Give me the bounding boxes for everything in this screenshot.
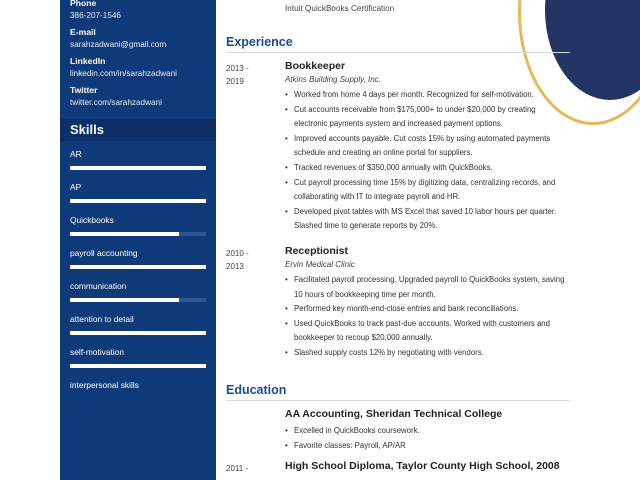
job-bullets [285, 88, 570, 234]
skill-level-bar [70, 364, 206, 368]
education-dates: 2011 - [226, 464, 249, 473]
skill-item [60, 339, 216, 372]
education-title: High School Diploma, Taylor County High School, 2008 [285, 460, 560, 472]
skill-name: attention to detail [70, 314, 134, 324]
skill-name: self-motivation [70, 347, 124, 357]
skill-level-bar [70, 265, 206, 269]
skill-level-fill [70, 232, 179, 236]
education-title: AA Accounting, Sheridan Technical College [285, 408, 503, 420]
email-label: E-mail [70, 27, 96, 37]
email-value[interactable]: sarahzadwani@gmail.com [70, 40, 167, 49]
skill-level-fill [70, 298, 179, 302]
skill-level-fill [70, 331, 206, 335]
skill-name: communication [70, 281, 127, 291]
skill-name: interpersonal skills [70, 380, 139, 390]
job-bullet: • Cut accounts receivable from $175,000+ to under $20,000 by creating electronic payments system and increased payment options. [285, 103, 570, 132]
job-bullet: • Tracked revenues of $350,000 annually with QuickBooks. [285, 161, 570, 176]
job-body [285, 60, 570, 234]
skill-item [60, 141, 216, 174]
job-bullet: • Cut payroll processing time 15% by digitizing data, centralizing records, and collaborating with IT to integrate payroll and HR. [285, 176, 570, 205]
skill-item [60, 372, 216, 405]
job-bullet: • Improved accounts payable. Cut costs 15% by using automated payments schedule and creating an online portal for suppliers. [285, 132, 570, 161]
education-bullets [285, 424, 570, 453]
experience-divider [226, 52, 570, 53]
skill-level-fill [70, 166, 206, 170]
twitter-value[interactable]: twitter.com/sarahzadwani [70, 98, 162, 107]
skill-item [60, 174, 216, 207]
skill-name: AP [70, 182, 82, 192]
education-bullet: • Favorite classes: Payroll, AP/AR [285, 439, 570, 454]
job-bullet: • Worked from home 4 days per month. Recognized for self-motivation. [285, 88, 570, 103]
education-body [285, 408, 570, 453]
skill-level-bar [70, 232, 206, 236]
contact-section [60, 0, 216, 107]
job-employer: Atkins Building Supply, Inc. [285, 75, 381, 84]
certification-text: Intuit QuickBooks Certification [285, 4, 395, 13]
education-bullet: • Excelled in QuickBooks coursework. [285, 424, 570, 439]
skill-level-bar [70, 199, 206, 203]
education-divider [226, 400, 570, 401]
job-employer: Ervin Medical Clinic [285, 260, 355, 269]
skills-heading: Skills [60, 119, 216, 141]
experience-heading: Experience [226, 35, 293, 49]
job-bullet: • Used QuickBooks to track past-due accounts. Worked with customers and bookkeeper to recoup $20,000 annually. [285, 317, 570, 346]
twitter-label: Twitter [70, 85, 98, 95]
job-body [285, 245, 570, 361]
job-dates: 2010 - 2013 [226, 249, 249, 271]
skill-name: AR [70, 149, 82, 159]
linkedin-label: LinkedIn [70, 56, 106, 66]
job-title: Receptionist [285, 245, 349, 257]
skill-item [60, 207, 216, 240]
linkedin-value[interactable]: linkedin.com/in/sarahzadwani [70, 69, 177, 78]
skill-level-bar [70, 166, 206, 170]
job-bullet: • Performed key month-end-close entries and bank reconciliations. [285, 302, 570, 317]
skills-list [60, 141, 216, 405]
skill-name: Quickbooks [70, 215, 114, 225]
job-bullet: • Facilitated payroll processing. Upgraded payroll to QuickBooks system, saving 10 hours of bookkeeping time per month. [285, 273, 570, 302]
phone-label: Phone [70, 0, 97, 8]
skill-name: payroll accounting [70, 248, 138, 258]
skill-level-bar [70, 331, 206, 335]
skill-level-bar [70, 298, 206, 302]
skill-item [60, 306, 216, 339]
education-heading: Education [226, 383, 287, 397]
skill-level-fill [70, 364, 206, 368]
skill-item [60, 273, 216, 306]
job-bullets [285, 273, 570, 361]
skill-item [60, 240, 216, 273]
phone-value: 386-207-1546 [70, 11, 121, 20]
education-body [285, 460, 570, 472]
job-bullet: • Developed pivot tables with MS Excel that saved 10 labor hours per quarter. Slashed time to generate reports by 20%. [285, 205, 570, 234]
job-dates: 2013 - 2019 [226, 64, 249, 86]
skill-level-fill [70, 265, 206, 269]
job-title: Bookkeeper [285, 60, 346, 72]
sidebar [60, 0, 216, 480]
job-bullet: • Slashed supply costs 12% by negotiating with vendors. [285, 346, 570, 361]
skill-level-fill [70, 199, 206, 203]
